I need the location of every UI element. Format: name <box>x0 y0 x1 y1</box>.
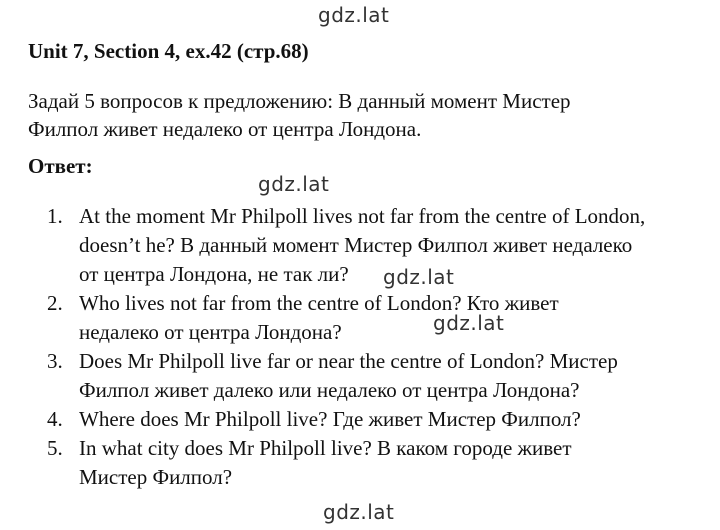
answer-number: 2. <box>47 291 63 315</box>
answer-line: недалеко от центра Лондона? <box>79 320 342 344</box>
answer-text <box>79 289 707 347</box>
answer-line: Филпол живет далеко или недалеко от центра Лондона? <box>79 378 580 402</box>
answer-item <box>47 289 707 347</box>
answer-line: Where does Mr Philpoll live? Где живет Мистер Филпол? <box>79 407 581 431</box>
answer-text <box>79 347 707 405</box>
answer-number: 3. <box>47 349 63 373</box>
answer-line: Who lives not far from the centre of London? Кто живет <box>79 291 559 315</box>
answer-line: In what city does Mr Philpoll live? В каком городе живет <box>79 436 572 460</box>
answer-item <box>47 347 707 405</box>
answer-list <box>47 202 707 492</box>
answer-number: 4. <box>47 407 63 431</box>
answer-line: Does Mr Philpoll live far or near the centre of London? Мистер <box>79 349 618 373</box>
answer-line: Мистер Филпол? <box>79 465 233 489</box>
answer-line: от центра Лондона, не так ли? <box>79 262 349 286</box>
watermark-middle-2: gdz.lat <box>383 265 455 289</box>
answer-label: Ответ: <box>28 154 93 178</box>
task-line: Задай 5 вопросов к предложению: В данный момент Мистер <box>28 89 571 113</box>
answer-item <box>47 202 707 289</box>
answer-line: doesn’t he? В данный момент Мистер Филпол живет недалеко <box>79 233 633 257</box>
answer-item <box>47 405 707 434</box>
answer-number: 1. <box>47 204 63 228</box>
answer-item <box>47 434 707 492</box>
answer-line: At the moment Mr Philpoll lives not far from the centre of London, <box>79 204 646 228</box>
task-line: Филпол живет недалеко от центра Лондона. <box>28 117 422 141</box>
task-text <box>28 87 668 143</box>
answer-text <box>79 405 707 434</box>
watermark-top: gdz.lat <box>318 3 390 27</box>
exercise-heading: Unit 7, Section 4, ex.42 (стр.68) <box>28 39 309 63</box>
watermark-middle-3: gdz.lat <box>433 311 505 335</box>
answer-number: 5. <box>47 436 63 460</box>
watermark-bottom: gdz.lat <box>323 500 395 524</box>
watermark-middle-1: gdz.lat <box>258 172 330 196</box>
answer-text <box>79 434 707 492</box>
